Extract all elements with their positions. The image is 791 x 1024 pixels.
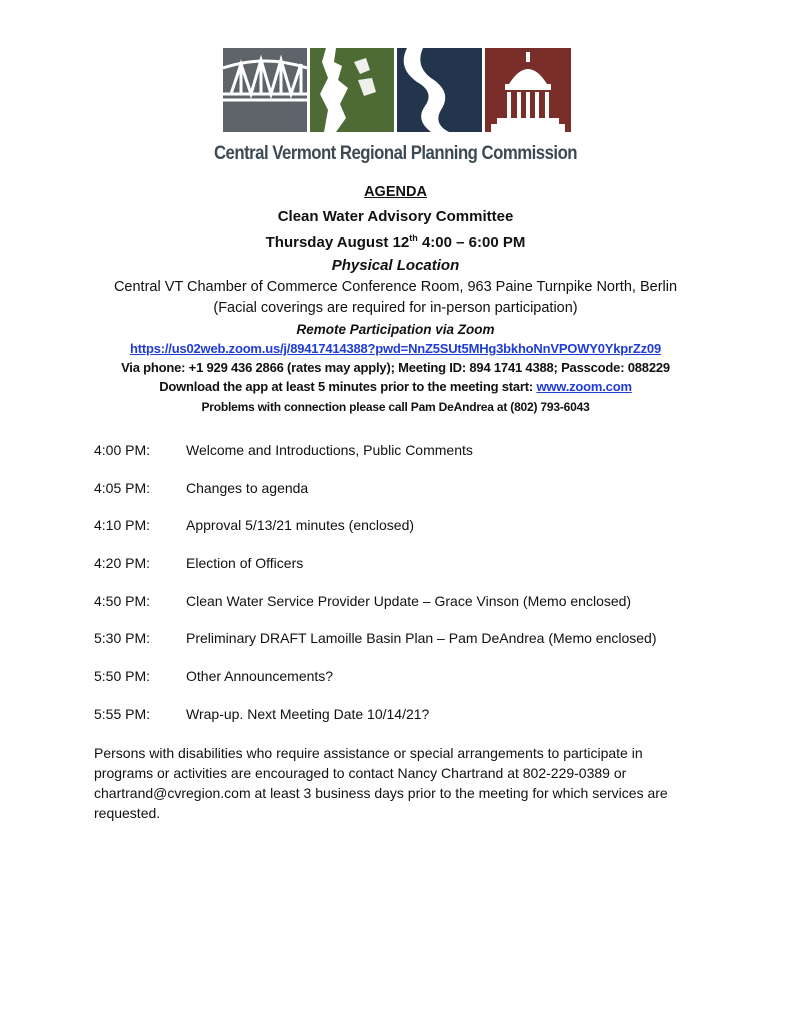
remote-participation-heading: Remote Participation via Zoom [296,322,495,337]
capitol-dome-icon [485,48,571,132]
vermont-map-icon [310,48,394,132]
bridge-icon [223,48,307,132]
agenda-item [94,630,734,668]
meeting-time: 4:00 – 6:00 PM [417,234,526,251]
agenda-item [94,442,734,480]
agenda-description: Welcome and Introductions, Public Comments [186,442,473,458]
meeting-date-prefix: Thursday August 12 [265,234,410,251]
agenda-heading: AGENDA [364,184,427,200]
agenda-description: Clean Water Service Provider Update – Grace Vinson (Memo enclosed) [186,592,632,609]
zoom-download-link[interactable]: www.zoom.com [536,379,632,394]
agenda-description: Other Announcements? [186,668,334,685]
download-app-text: Download the app at least 5 minutes prior to the meeting start: [159,379,537,394]
agenda-item [94,517,734,555]
organization-name: Central Vermont Regional Planning Commission [213,142,578,164]
phone-dial-in: Via phone: +1 929 436 2866 (rates may apply); Meeting ID: 894 1741 4388; Passcode: 088229 [121,360,670,375]
agenda-time: 4:00 PM: [94,442,151,458]
agenda-item [94,555,734,593]
meeting-address: Central VT Chamber of Commerce Conference Room, 963 Paine Turnpike North, Berlin [113,279,678,295]
agenda-time: 4:10 PM: [94,517,151,534]
connection-problems-note: Problems with connection please call Pam DeAndrea at (802) 793-6043 [201,400,590,414]
accessibility-notice: Persons with disabilities who require assistance or special arrangements to participate in programs or activities are encouraged to contact Nancy Chartrand at 802-229-0389 or chartrand@cvregion.com at least 3 business days prior to the meeting for which services are requested. [94,745,668,821]
agenda-item [94,668,734,706]
agenda-time: 4:50 PM: [94,592,151,609]
download-app-note [0,379,791,394]
agenda-description: Wrap-up. Next Meeting Date 10/14/21? [186,705,430,722]
agenda-time: 5:50 PM: [94,668,151,685]
facial-coverings-note: (Facial coverings are required for in-person participation) [213,300,578,316]
agenda-description: Changes to agenda [186,479,309,496]
agenda-time: 4:05 PM: [94,479,151,496]
agenda-item [94,706,734,744]
river-road-icon [397,48,482,132]
meeting-date [0,233,791,251]
agenda-description: Election of Officers [186,555,304,572]
agenda-description: Approval 5/13/21 minutes (enclosed) [186,517,415,534]
meeting-date-suffix-ordinal: th [409,233,418,243]
cvrpc-logo [223,48,571,132]
agenda-description: Preliminary DRAFT Lamoille Basin Plan – Pam DeAndrea (Memo enclosed) [186,630,657,647]
agenda-item [94,593,734,631]
agenda-time: 4:20 PM: [94,555,151,572]
agenda-time: 5:30 PM: [94,630,151,647]
agenda-item [94,480,734,518]
agenda-time: 5:55 PM: [94,705,151,722]
physical-location-heading: Physical Location [331,257,460,274]
zoom-meeting-link[interactable]: https://us02web.zoom.us/j/89417414388?pwd=NnZ5SUt5MHg3bkhoNnVPOWY0YkprZz09 [130,341,661,356]
agenda-list [94,442,734,744]
committee-title: Clean Water Advisory Committee [277,208,514,225]
